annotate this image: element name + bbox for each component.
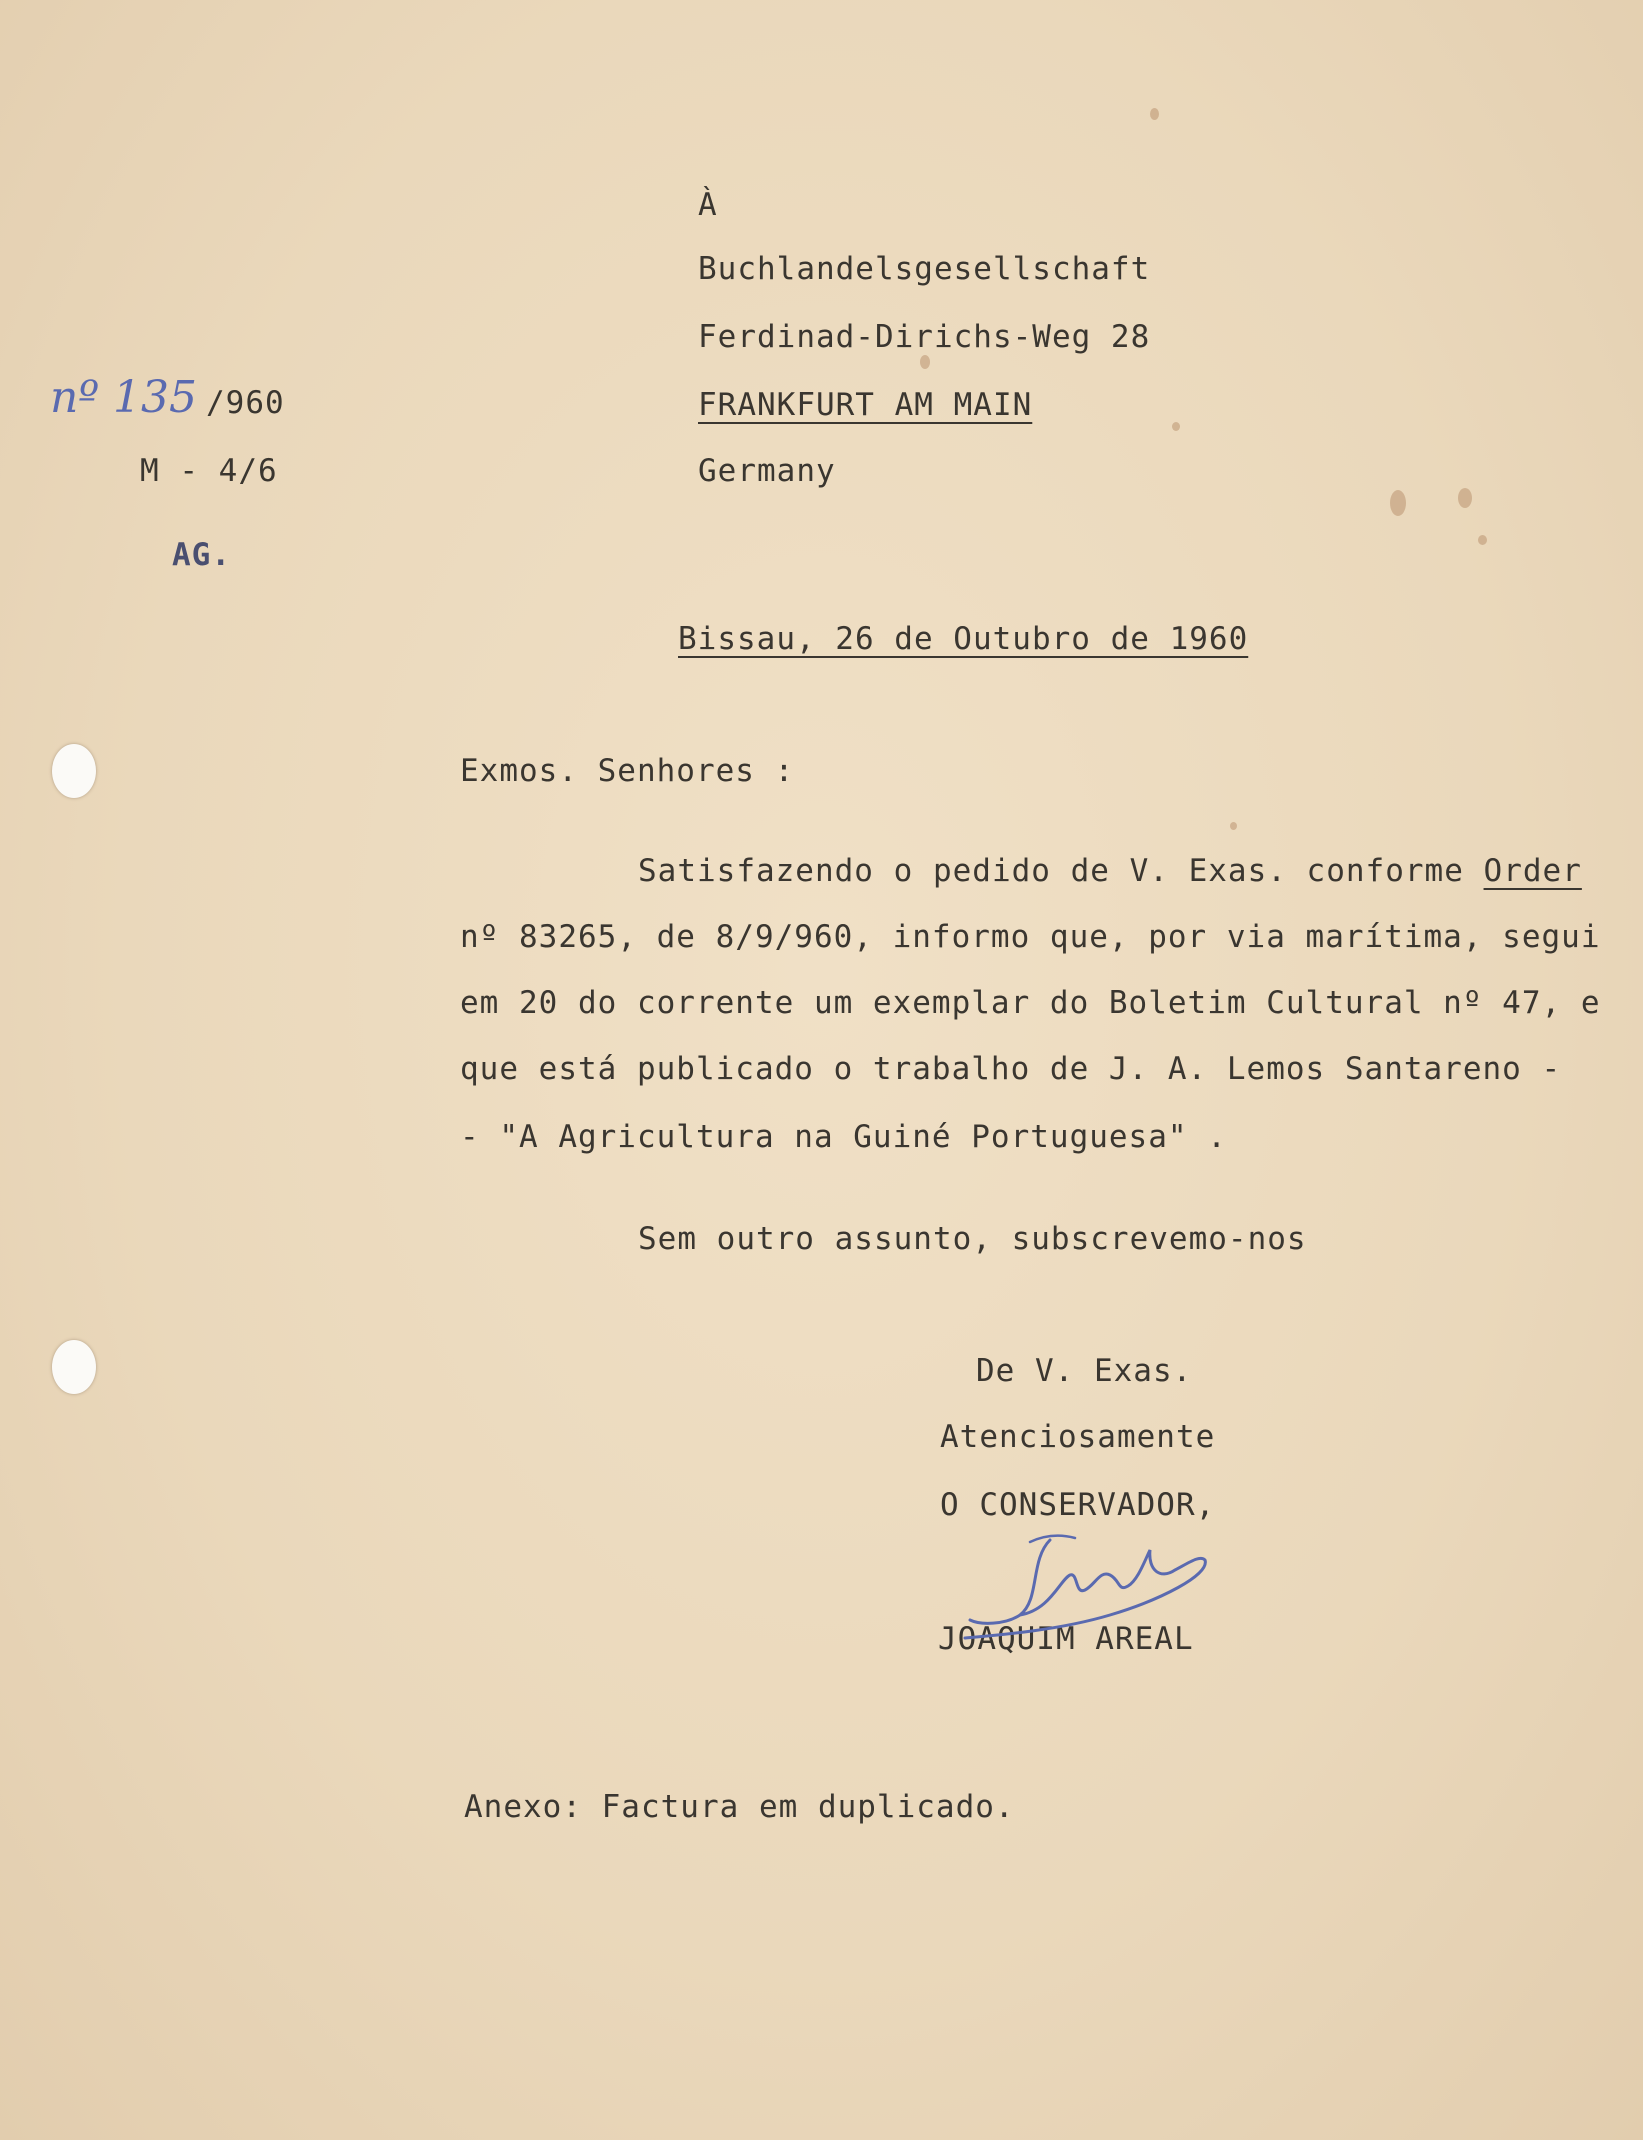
salutation: Exmos. Senhores : — [460, 753, 795, 789]
stain-spot — [1478, 535, 1487, 545]
reference-code: M - 4/6 — [140, 453, 278, 489]
stain-spot — [1458, 488, 1472, 508]
signature-name: JOAQUIM AREAL — [938, 1621, 1194, 1657]
recipient-street: Ferdinad-Dirichs-Weg 28 — [698, 319, 1151, 355]
body-line-1-text: Satisfazendo o pedido de V. Exas. conforme — [638, 853, 1484, 889]
reference-initials: AG. — [172, 537, 231, 573]
stain-spot — [1172, 422, 1180, 431]
body-order-word: Order — [1483, 853, 1582, 889]
recipient-city: FRANKFURT AM MAIN — [698, 387, 1033, 423]
body-line-1 — [638, 853, 1582, 889]
handwritten-signature — [960, 1520, 1220, 1650]
stain-spot — [1150, 108, 1159, 120]
body-line-4: que está publicado o trabalho de J. A. Lemos Santareno - — [460, 1051, 1562, 1087]
reference-number-typed: /960 — [206, 385, 285, 421]
signature-greeting: De V. Exas. — [976, 1353, 1193, 1389]
reference-number-handwritten: nº 135 — [50, 372, 197, 423]
body-line-2: nº 83265, de 8/9/960, informo que, por via marítima, segui — [460, 919, 1601, 955]
recipient-prefix: À — [698, 187, 718, 223]
signature-title: O CONSERVADOR, — [940, 1487, 1216, 1523]
recipient-country: Germany — [698, 453, 836, 489]
body-line-3: em 20 do corrente um exemplar do Boletim Cultural nº 47, e — [460, 985, 1601, 1021]
stain-spot — [1390, 490, 1406, 516]
recipient-company: Buchlandelsgesellschaft — [698, 251, 1151, 287]
closing-line: Sem outro assunto, subscrevemo-nos — [638, 1221, 1307, 1257]
annex-line: Anexo: Factura em duplicado. — [464, 1789, 1015, 1825]
body-line-5: - "A Agricultura na Guiné Portuguesa" . — [460, 1119, 1227, 1155]
punch-hole — [52, 744, 96, 798]
stain-spot — [1230, 822, 1237, 830]
stain-spot — [920, 355, 930, 369]
punch-hole — [52, 1340, 96, 1394]
signature-regards: Atenciosamente — [940, 1419, 1216, 1455]
date-line: Bissau, 26 de Outubro de 1960 — [678, 621, 1249, 657]
